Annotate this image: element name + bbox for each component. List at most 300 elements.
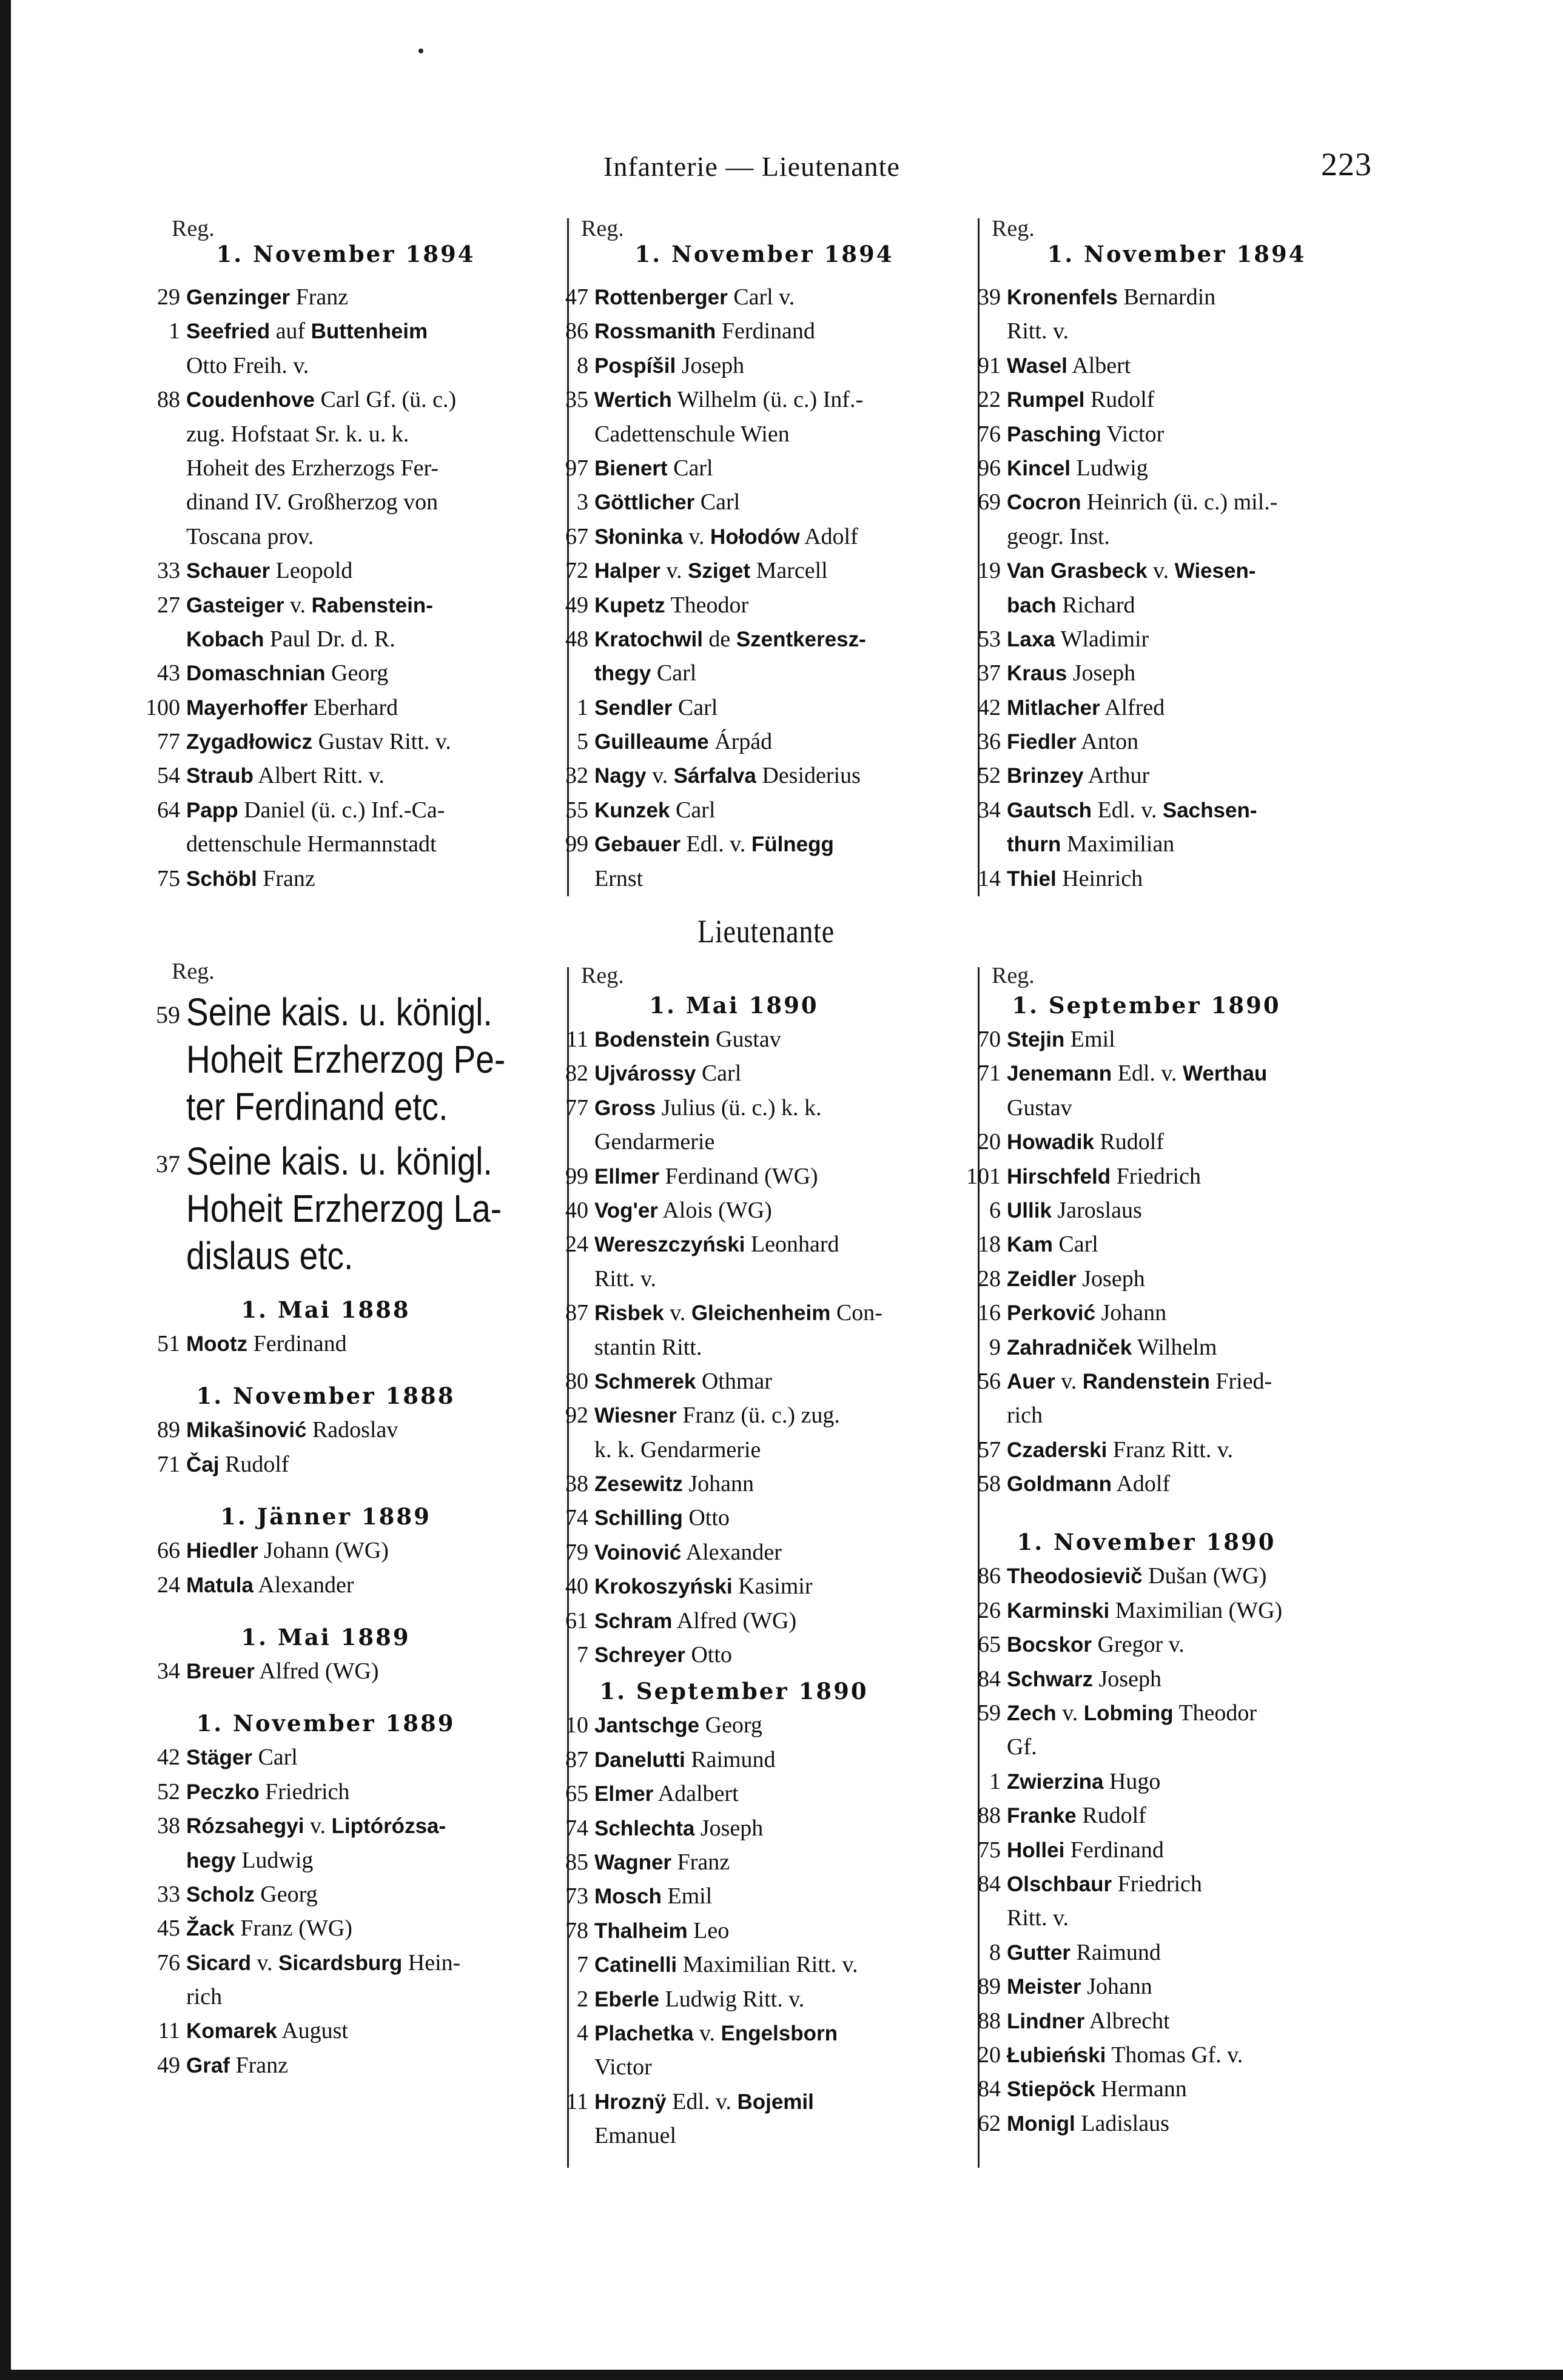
surname: Genzinger [186,286,291,309]
surname: Czaderski [1007,1438,1108,1462]
regiment-number: 27 [157,592,180,618]
roster-entry [958,1833,1383,1867]
regiment-number: 57 [978,1436,1001,1463]
surname: Hirschfeld [1007,1164,1111,1188]
entry-text [1007,417,1164,452]
given-name: Joseph [694,1815,764,1841]
surname: Van Grasbeck [1007,559,1148,583]
entry-text [1007,1398,1043,1432]
entry-text [594,1638,732,1672]
surname: Vog'er [594,1198,658,1222]
surname: Franke [1007,1804,1077,1828]
surname: Monigl [1007,2111,1075,2136]
surname: Hollei [1007,1838,1065,1862]
entry-text [1007,1227,1098,1262]
regiment-number: 49 [565,592,588,618]
entry-text [1007,1662,1161,1697]
roster-entry [546,1125,970,1159]
surname: Karminski [1007,1598,1110,1623]
roster-entry [138,1809,562,1843]
regiment-number: 75 [157,865,180,891]
given-name: rich [186,1984,223,2010]
entry-text [1007,485,1277,520]
roster-entry [138,2048,562,2082]
given-name: Ludwig [1071,455,1148,481]
roster-entry [138,280,562,314]
roster-entry [958,1467,1383,1501]
given-name: Ritt. v. [1007,1905,1069,1931]
surname: Papp [186,798,238,822]
given-name: Carl [672,694,718,720]
roster-entry [546,1604,970,1638]
entry-text [186,1413,398,1447]
roster-entry [546,1056,970,1090]
entry-text [1007,588,1135,623]
regiment-number: 18 [978,1232,1001,1258]
roster-entry [958,1662,1383,1696]
given-name: v. [284,592,312,618]
entry-text [594,1227,839,1262]
given-name: Franz (ü. c.) zug. [676,1403,840,1429]
roster-entry [958,1594,1383,1627]
given-name: zug. Hofstaat Sr. k. u. k. [186,421,409,447]
given-name: Franz [290,284,349,310]
surname: Randenstein [1082,1369,1210,1393]
entry-text [1007,314,1069,348]
given-name: Franz Ritt. v. [1107,1436,1233,1463]
given-name: v. [1056,1700,1084,1726]
roster-entry [138,1654,562,1688]
roster-column [138,988,562,2082]
roster-column [546,988,970,2153]
given-name: Ferdinand [716,318,815,344]
roster-entry [958,1262,1383,1296]
roster-entry [958,588,1383,622]
regiment-number: 86 [978,1563,1001,1589]
entry-text [186,1946,460,1980]
surname: Lindner [1007,2009,1085,2033]
entry-text [1007,349,1131,383]
entry-text [1007,1433,1233,1467]
roster-entry [546,1364,970,1398]
given-name: Friedrich [259,1778,350,1805]
surname: Meister [1007,1975,1081,1999]
surname: Catinelli [594,1953,677,1977]
regiment-number: 67 [565,523,588,549]
roster-entry [546,1982,970,2016]
roster-entry [138,588,562,622]
dedication-entry [138,988,562,1131]
roster-entry [546,759,970,793]
surname: Gebauer [594,833,681,857]
roster-entry [546,827,970,861]
given-name: Anton [1076,729,1139,755]
entry-text [594,2016,838,2051]
entry-text [186,1843,313,1878]
entry-text [594,725,772,759]
surname: Słoninka [594,525,683,549]
given-name: Hein- [402,1949,461,1976]
roster-entry [958,1193,1383,1227]
given-name: Alfred (WG) [672,1607,797,1634]
entry-text [594,1569,813,1604]
regiment-number: 51 [157,1331,180,1356]
surname: Laxa [1007,627,1055,651]
entry-text [186,280,348,315]
category-title: Lieutenante [697,913,835,950]
surname: Hołodów [710,525,800,549]
entry-text [186,1877,318,1912]
roster-entry [138,451,562,485]
surname: Szentkeresz- [736,627,866,651]
surname: thurn [1007,833,1061,857]
given-name: Georg [254,1881,318,1907]
regiment-number: 65 [978,1632,1001,1658]
entry-text [594,1501,730,1535]
regiment-number: 55 [565,797,588,823]
roster-entry [546,1296,970,1330]
regiment-number: 43 [157,660,180,686]
entry-text [1007,1125,1164,1159]
entry-text [186,1775,349,1809]
surname: Danelutti [594,1748,685,1772]
regiment-number: 24 [157,1572,180,1598]
surname: Rumpel [1007,388,1085,412]
given-name: Thomas Gf. v. [1106,2042,1243,2068]
regiment-number: 14 [978,865,1001,891]
entry-text [594,280,795,315]
surname: Perković [1007,1301,1095,1326]
given-name: Victor [594,2054,652,2080]
section-heading: 1. Jänner 1889 [220,1503,431,1530]
entry-text [1007,1193,1142,1228]
regiment-number: 80 [565,1368,588,1394]
given-name: Ferdinand (WG) [659,1163,818,1189]
entry-text [1007,1594,1282,1628]
regiment-number: 8 [577,352,588,378]
surname: Gleichenheim [691,1301,831,1326]
roster-entry [138,622,562,656]
section-heading: 1. Mai 1888 [241,1296,411,1323]
roster-entry [958,554,1383,588]
entry-text [186,1740,298,1775]
entry-text [594,1022,781,1057]
roster-entry [546,1535,970,1569]
roster-entry [138,1775,562,1809]
roster-entry [546,520,970,554]
surname: Coudenhove [186,388,315,412]
given-name: Marcell [750,558,828,584]
roster-entry [138,1447,562,1481]
given-name: Ferdinand [1064,1837,1164,1863]
reg-label: Reg. [992,963,1035,988]
given-name: Julius (ü. c.) k. k. [656,1094,822,1121]
regiment-number: 40 [565,1197,588,1223]
roster-entry [138,1980,562,2014]
roster-entry [958,1867,1383,1901]
regiment-number: 26 [978,1597,1001,1623]
given-name: Othmar [696,1368,772,1394]
entry-text [594,554,828,588]
roster-entry [546,1398,970,1432]
entry-text [1007,2072,1187,2107]
entry-text: Seine kais. u. königl. Hoheit Erzherzog Pe-ter Ferdinand etc. [186,990,506,1128]
surname: Guilleaume [594,730,709,754]
regiment-number: 71 [157,1451,180,1477]
roster-entry [958,691,1383,725]
surname: Mitlacher [1007,696,1100,720]
entry-text [1007,1159,1201,1194]
surname: Rabenstein- [311,593,433,617]
roster-entry [138,383,562,417]
regiment-number: 1 [989,1768,1001,1794]
given-name: Franz [229,2052,288,2078]
entry-text [594,1364,772,1399]
given-name: Paul Dr. d. R. [264,626,395,652]
regiment-number: 97 [565,455,588,481]
page-edge-left [0,0,11,2380]
given-name: Victor [1101,421,1165,447]
surname: Gautsch [1007,798,1092,822]
entry-text [594,1845,730,1880]
section-heading: 1. November 1894 [1047,241,1306,267]
roster-entry [958,2072,1383,2106]
regiment-number: 64 [157,797,180,823]
entry-text [1007,691,1165,725]
regiment-number: 6 [989,1197,1001,1223]
roster-entry [958,622,1383,656]
roster-entry [138,793,562,827]
surname: Engelsborn [721,2021,838,2045]
entry-text [186,759,385,793]
regiment-number: 11 [566,1027,588,1052]
entry-text [1007,2038,1243,2073]
regiment-number: 70 [978,1027,1001,1052]
roster-entry [138,485,562,519]
given-name: Ludwig [235,1847,314,1873]
given-name: Alfred [1100,694,1165,720]
roster-entry [958,827,1383,861]
entry-text [594,1777,739,1811]
given-name: Alexander [253,1572,354,1598]
given-name: Joseph [1067,660,1136,686]
entry-text [1007,1867,1202,1902]
reg-label: Reg. [172,959,215,984]
roster-entry [546,1879,970,1913]
surname: Theodosievič [1007,1564,1143,1589]
surname: Mikašinović [186,1418,307,1443]
surname: Zech [1007,1701,1057,1726]
roster-entry [546,1330,970,1364]
roster-entry [546,656,970,690]
regiment-number: 8 [989,1939,1001,1965]
regiment-number: 71 [978,1061,1001,1087]
entry-text [594,1433,761,1467]
regiment-number: 20 [978,1129,1001,1155]
surname: Schram [594,1609,673,1633]
given-name: Leopold [270,558,353,584]
entry-text [186,451,439,485]
surname: Nagy [594,764,647,788]
given-name: Leonhard [745,1232,839,1258]
surname: Olschbaur [1007,1872,1112,1896]
surname: Bojemil [737,2090,814,2114]
roster-entry [138,1534,562,1567]
entry-text [594,1811,763,1846]
surname: hegy [186,1848,236,1872]
entry-text [1007,1296,1166,1330]
given-name: v. [304,1813,332,1839]
entry-text [594,1398,840,1433]
given-name: Theodor [665,592,749,618]
entry-text [1007,725,1138,759]
regiment-number: 4 [577,2020,588,2046]
roster-entry [546,1501,970,1535]
given-name: Wilhelm [1132,1334,1217,1360]
surname: Rossmanith [594,320,716,344]
roster-entry [958,793,1383,827]
given-name: Hugo [1103,1768,1161,1794]
surname: Bienert [594,456,668,480]
given-name: Gustav [710,1027,781,1052]
roster-entry [958,1969,1383,2003]
roster-entry [958,2107,1383,2140]
regiment-number: 99 [565,1163,588,1189]
surname: Krokoszyński [594,1575,733,1599]
section-heading: 1. Mai 1890 [649,992,819,1019]
surname: Wagner [594,1850,672,1874]
surname: Voinović [594,1540,682,1564]
surname: Plachetka [594,2021,694,2045]
regiment-number: 53 [978,626,1001,652]
given-name: Carl [651,660,697,686]
surname: Pasching [1007,422,1101,446]
roster-entry [958,1798,1383,1832]
given-name: v. [251,1949,279,1976]
regiment-number: 96 [978,455,1001,481]
roster-entry [546,349,970,383]
entry-text [186,862,315,896]
regiment-number: 86 [565,318,588,344]
surname: Scholz [186,1882,255,1906]
entry-text [186,314,428,349]
entry-text [1007,1969,1152,2004]
roster-entry [138,554,562,588]
given-name: Maximilian (WG) [1109,1597,1283,1623]
entry-text [594,1193,772,1228]
regiment-number: 89 [157,1417,180,1443]
entry-text [186,588,433,623]
roster-entry [546,588,970,622]
regiment-number: 37 [156,1150,180,1178]
roster-entry [546,383,970,417]
entry-text [186,1809,446,1843]
entry-text [1007,1765,1160,1799]
surname: Cocron [1007,491,1081,515]
roster-entry [958,1730,1383,1764]
entry-text [594,1604,796,1638]
entry-text [594,759,861,793]
entry-text [1007,1364,1272,1399]
roster-entry [958,280,1383,314]
entry-text [594,1948,858,1982]
given-name: Edl. v. [681,831,751,857]
regiment-number: 88 [978,2008,1001,2034]
entry-text [1007,759,1149,793]
roster-entry [958,417,1383,451]
entry-text [186,1911,352,1946]
roster-entry [546,2085,970,2119]
regiment-number: 74 [565,1815,588,1841]
roster-entry [138,417,562,451]
regiment-number: 59 [978,1700,1001,1726]
regiment-number: 101 [966,1163,1001,1189]
given-name: Rudolf [1094,1129,1164,1155]
given-name: Raimund [685,1746,776,1772]
given-name: Edl. v. [1112,1061,1183,1087]
regiment-number: 88 [157,387,180,413]
given-name: Joseph [1076,1265,1145,1292]
surname: Wertich [594,388,672,412]
regiment-number: 1 [577,694,588,720]
regiment-number: 3 [577,489,588,515]
regiment-number: 5 [577,729,588,755]
page-number: 223 [1321,146,1372,183]
given-name: Heinrich (ü. c.) mil.- [1081,489,1278,515]
given-name: v. [1055,1368,1083,1394]
regiment-number: 7 [577,1952,588,1978]
roster-entry [546,1262,970,1296]
given-name: Wilhelm (ü. c.) Inf.- [671,387,864,413]
entry-text [1007,1696,1257,1731]
regiment-number: 34 [978,797,1001,823]
regiment-number: 1 [169,318,180,344]
roster-entry [958,1696,1383,1730]
roster-entry [546,2016,970,2050]
entry-text [594,2050,652,2084]
given-name: Wladimir [1055,626,1149,652]
surname: Schöbl [186,867,257,891]
roster-entry [546,485,970,519]
entry-text [186,1654,379,1689]
roster-entry [138,1568,562,1602]
given-name: Otto Freih. v. [186,352,309,378]
surname: Göttlicher [594,491,695,515]
surname: Hroznÿ [594,2090,667,2114]
roster-entry [958,1398,1383,1432]
given-name: Desiderius [756,763,861,789]
entry-text [594,1296,882,1330]
roster-column [138,280,562,896]
entry-text [186,520,314,554]
roster-entry [546,1569,970,1603]
roster-entry [546,622,970,656]
roster-entry [546,725,970,759]
given-name: Maximilian [1061,831,1175,857]
entry-text [594,1743,776,1777]
roster-entry [138,1327,562,1361]
surname: Lobming [1083,1701,1174,1726]
entry-text [1007,451,1148,486]
entry-text [1007,2004,1170,2039]
surname: Sendler [594,696,673,720]
given-name: Ferdinand [247,1331,347,1356]
roster-entry [958,1056,1383,1090]
surname: Howadik [1007,1130,1094,1155]
given-name: Jaroslaus [1051,1197,1142,1223]
given-name: Carl [252,1745,298,1771]
entry-text [594,622,866,657]
